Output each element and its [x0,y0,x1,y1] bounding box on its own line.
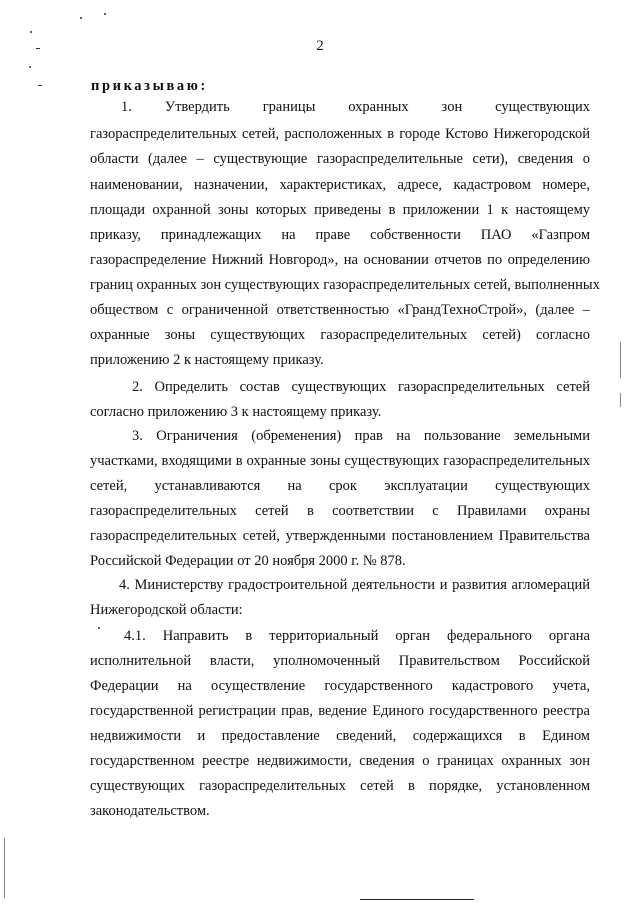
text-line: обществом с ограниченной ответственностью «ГрандТехноСтрой», (далее – [90,302,590,318]
scan-speck [80,17,82,19]
text-line: исполнительной власти, уполномоченный Правительством Российской [90,653,590,669]
signature-line [360,899,474,900]
text-line: наименовании, назначении, характеристиках, адресе, кадастровом номере, [90,177,590,193]
text-line: газораспределение Нижний Новгород», на основании отчетов по определению [90,252,590,268]
text-line: существующих газораспределительных сетей в порядке, установленном [90,778,590,794]
order-heading: приказываю: [91,78,208,94]
text-line: 4.1. Направить в территориальный орган федерального органа [124,628,590,644]
text-line: Нижегородской области: [90,602,243,618]
scan-speck [98,627,100,629]
text-line: государственной регистрации прав, ведение Единого государственного реестра [90,703,590,719]
text-line: участками, входящими в охранные зоны существующих газораспределительных [90,453,590,469]
text-line: приказу, принадлежащих на праве собственности ПАО «Газпром [90,227,590,243]
text-line: сетей, устанавливаются на срок эксплуатации существующих [90,478,590,494]
text-line: газораспределительных сетей в соответствии с Правилами охраны [90,503,590,519]
scan-margin-line [620,342,621,378]
text-line: приложению 2 к настоящему приказу. [90,352,324,368]
text-line: 4. Министерству градостроительной деятельности и развития агломераций [119,577,590,593]
text-line: области (далее – существующие газораспределительные сети), сведения о [90,151,590,167]
text-line: 2. Определить состав существующих газораспределительных сетей [132,379,590,395]
text-line: площади охранной зоны которых приведены в приложении 1 к настоящему [90,202,590,218]
scan-speck [104,13,106,15]
text-line: газораспределительных сетей, расположенных в городе Кстово Нижегородской [90,126,590,142]
text-line: недвижимости и предоставление сведений, содержащихся в Едином [90,728,590,744]
text-line: границ охранных зон существующих газораспределительных сетей, выполненных [90,277,600,293]
text-line: охранные зоны существующих газораспределительных сетей) согласно [90,327,590,343]
text-line: Российской Федерации от 20 ноября 2000 г. № 878. [90,553,406,569]
text-line: 3. Ограничения (обременения) прав на пользование земельными [132,428,590,444]
page-number: 2 [316,38,324,54]
scan-speck [30,31,32,33]
text-line: законодательством. [90,803,210,819]
text-line: 1. Утвердить границы охранных зон существующих [121,99,590,115]
scan-margin-line [4,838,5,898]
text-line: государственном реестре недвижимости, сведения о границах охранных зон [90,753,590,769]
scan-speck [38,85,42,86]
text-line: газораспределительных сетей, утвержденными постановлением Правительства [90,528,590,544]
text-line: согласно приложению 3 к настоящему приказу. [90,404,382,420]
scan-margin-line [620,393,621,407]
scan-speck [29,66,31,68]
text-line: Федерации на осуществление государственного кадастрового учета, [90,678,590,694]
